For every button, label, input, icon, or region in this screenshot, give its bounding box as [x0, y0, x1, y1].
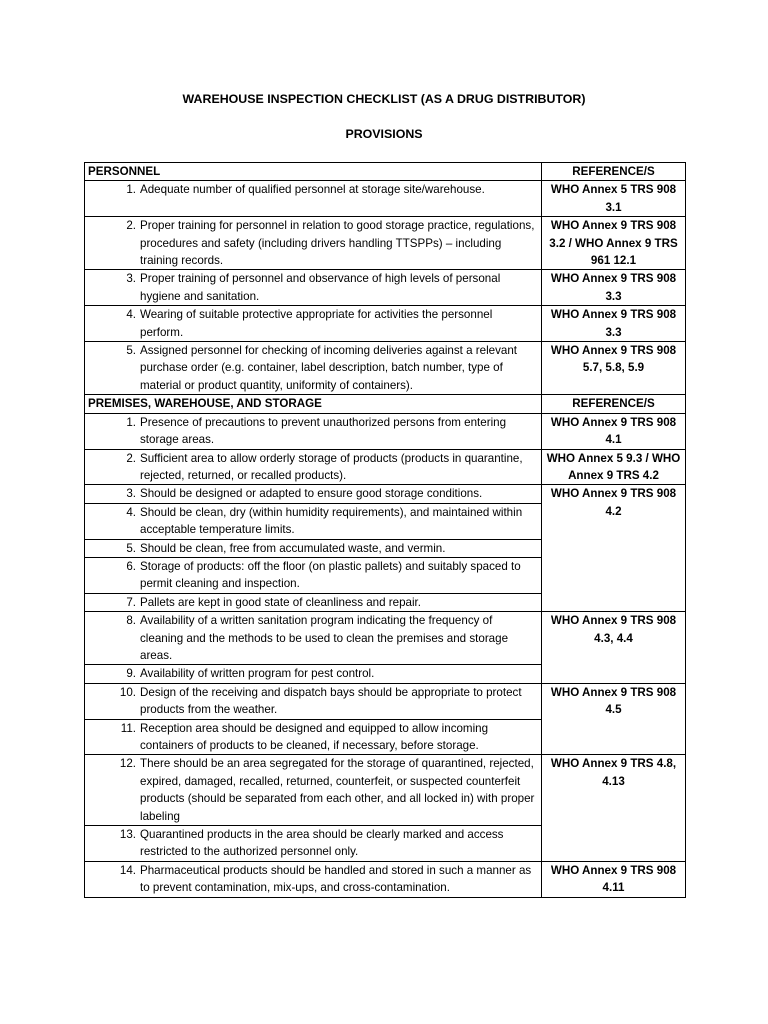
item-number: 14. — [119, 863, 136, 877]
item-number: 3. — [126, 272, 136, 286]
item-number: 2. — [126, 219, 136, 233]
item-number: 5. — [126, 344, 136, 358]
item-number: 6. — [126, 559, 136, 573]
checklist-item — [85, 503, 542, 539]
reference-cell: WHO Annex 9 TRS 908 4.11 — [542, 861, 686, 897]
item-number: 4. — [126, 308, 136, 322]
checklist-item — [85, 557, 542, 593]
item-number: 11. — [120, 721, 136, 735]
item-number: 2. — [126, 451, 136, 465]
table-row — [85, 449, 686, 485]
table-row — [85, 181, 686, 217]
checklist-item — [85, 861, 542, 897]
item-number: 1. — [126, 415, 136, 429]
checklist-item — [85, 612, 542, 665]
item-number: 3. — [126, 487, 136, 501]
checklist-item — [85, 306, 542, 342]
reference-cell: WHO Annex 9 TRS 908 4.5 — [542, 683, 686, 755]
item-number: 4. — [126, 505, 136, 519]
item-text: Pharmaceutical products should be handled and stored in such a manner as to prevent contamination, mix-ups, and cross-contamination. — [140, 863, 532, 895]
reference-cell: WHO Annex 5 9.3 / WHO Annex 9 TRS 4.2 — [542, 449, 686, 485]
checklist-item — [85, 719, 542, 755]
item-number: 7. — [126, 595, 136, 609]
item-text: Availability of written program for pest control. — [140, 667, 375, 681]
table-row — [85, 306, 686, 342]
reference-cell: WHO Annex 9 TRS 908 3.3 — [542, 306, 686, 342]
item-text: Availability of a written sanitation program indicating the frequency of cleaning and the methods to be used to clean the premises and storage areas. — [140, 614, 509, 662]
reference-cell: WHO Annex 9 TRS 908 4.1 — [542, 413, 686, 449]
section-heading: PREMISES, WAREHOUSE, AND STORAGE — [85, 395, 542, 413]
item-text: Proper training of personnel and observance of high levels of personal hygiene and sanitation. — [140, 272, 501, 303]
checklist-item — [85, 342, 542, 395]
item-text: Wearing of suitable protective appropriate for activities the personnel perform. — [140, 308, 493, 339]
item-text: Should be clean, dry (within humidity requirements), and maintained within acceptable temperature limits. — [140, 505, 523, 537]
item-text: Quarantined products in the area should be clearly marked and access restricted to the authorized personnel only. — [140, 828, 504, 859]
item-number: 10. — [119, 685, 136, 699]
checklist-item — [85, 826, 542, 862]
item-number: 9. — [126, 667, 136, 681]
table-row — [85, 861, 686, 897]
document-title: WAREHOUSE INSPECTION CHECKLIST (AS A DRUG DISTRIBUTOR) — [182, 92, 586, 106]
reference-cell: WHO Annex 9 TRS 908 4.3, 4.4 — [542, 612, 686, 684]
checklist-item — [85, 485, 542, 503]
reference-cell: WHO Annex 9 TRS 4.8, 4.13 — [542, 755, 686, 861]
reference-heading: REFERENCE/S — [542, 395, 686, 413]
item-text: Sufficient area to allow orderly storage of products (products in quarantine, rejected, returned, or recalled products). — [140, 451, 523, 482]
item-text: Reception area should be designed and equipped to allow incoming containers of products to be cleaned, if necessary, before storage. — [140, 721, 489, 752]
item-number: 8. — [126, 614, 136, 628]
item-text: Storage of products: off the floor (on plastic pallets) and suitably spaced to permit cleaning and inspection. — [140, 559, 521, 591]
document-subtitle: PROVISIONS — [345, 127, 423, 141]
item-text: There should be an area segregated for the storage of quarantined, rejected, expired, damaged, recalled, returned, counterfeit, or suspected counterfeit products (should be separated from each other, and all locked in) with proper labeling — [140, 757, 535, 823]
checklist-item — [85, 181, 542, 217]
reference-cell: WHO Annex 9 TRS 908 3.2 / WHO Annex 9 TRS 961 12.1 — [542, 217, 686, 270]
reference-cell: WHO Annex 9 TRS 908 4.2 — [542, 485, 686, 612]
item-number: 12. — [119, 757, 136, 771]
item-text: Assigned personnel for checking of incoming deliveries against a relevant purchase order (e.g. container, label description, batch number, type of material or product quantity, uniformity of containers). — [140, 344, 518, 392]
table-row — [85, 755, 686, 826]
checklist-table — [84, 162, 686, 898]
item-text: Pallets are kept in good state of cleanliness and repair. — [140, 595, 422, 609]
item-text: Design of the receiving and dispatch bays should be appropriate to protect products from the weather. — [140, 685, 522, 717]
checklist-item — [85, 683, 542, 719]
checklist-item — [85, 449, 542, 485]
checklist-item — [85, 665, 542, 683]
item-text: Proper training for personnel in relation to good storage practice, regulations, procedures and safety (including drivers handling TTSPPs) – including training records. — [140, 219, 535, 268]
checklist-item — [85, 755, 542, 826]
section-header-row — [85, 163, 686, 181]
item-text: Should be clean, free from accumulated waste, and vermin. — [140, 541, 446, 555]
item-text: Should be designed or adapted to ensure good storage conditions. — [140, 487, 483, 501]
table-row — [85, 217, 686, 270]
reference-heading: REFERENCE/S — [542, 163, 686, 181]
item-number: 13. — [119, 828, 136, 842]
section-heading: PERSONNEL — [85, 163, 542, 181]
reference-cell: WHO Annex 9 TRS 908 3.3 — [542, 270, 686, 306]
item-number: 1. — [126, 183, 136, 197]
checklist-item — [85, 593, 542, 611]
table-row — [85, 485, 686, 503]
table-row — [85, 270, 686, 306]
table-row — [85, 413, 686, 449]
reference-cell: WHO Annex 9 TRS 908 5.7, 5.8, 5.9 — [542, 342, 686, 395]
checklist-item — [85, 270, 542, 306]
item-text: Presence of precautions to prevent unauthorized persons from entering storage areas. — [140, 415, 507, 447]
table-row — [85, 612, 686, 665]
section-header-row — [85, 395, 686, 413]
checklist-item — [85, 539, 542, 557]
checklist-item — [85, 413, 542, 449]
checklist-item — [85, 217, 542, 270]
item-number: 5. — [126, 541, 136, 555]
item-text: Adequate number of qualified personnel at storage site/warehouse. — [140, 183, 485, 197]
table-row — [85, 683, 686, 719]
reference-cell: WHO Annex 5 TRS 908 3.1 — [542, 181, 686, 217]
table-row — [85, 342, 686, 395]
